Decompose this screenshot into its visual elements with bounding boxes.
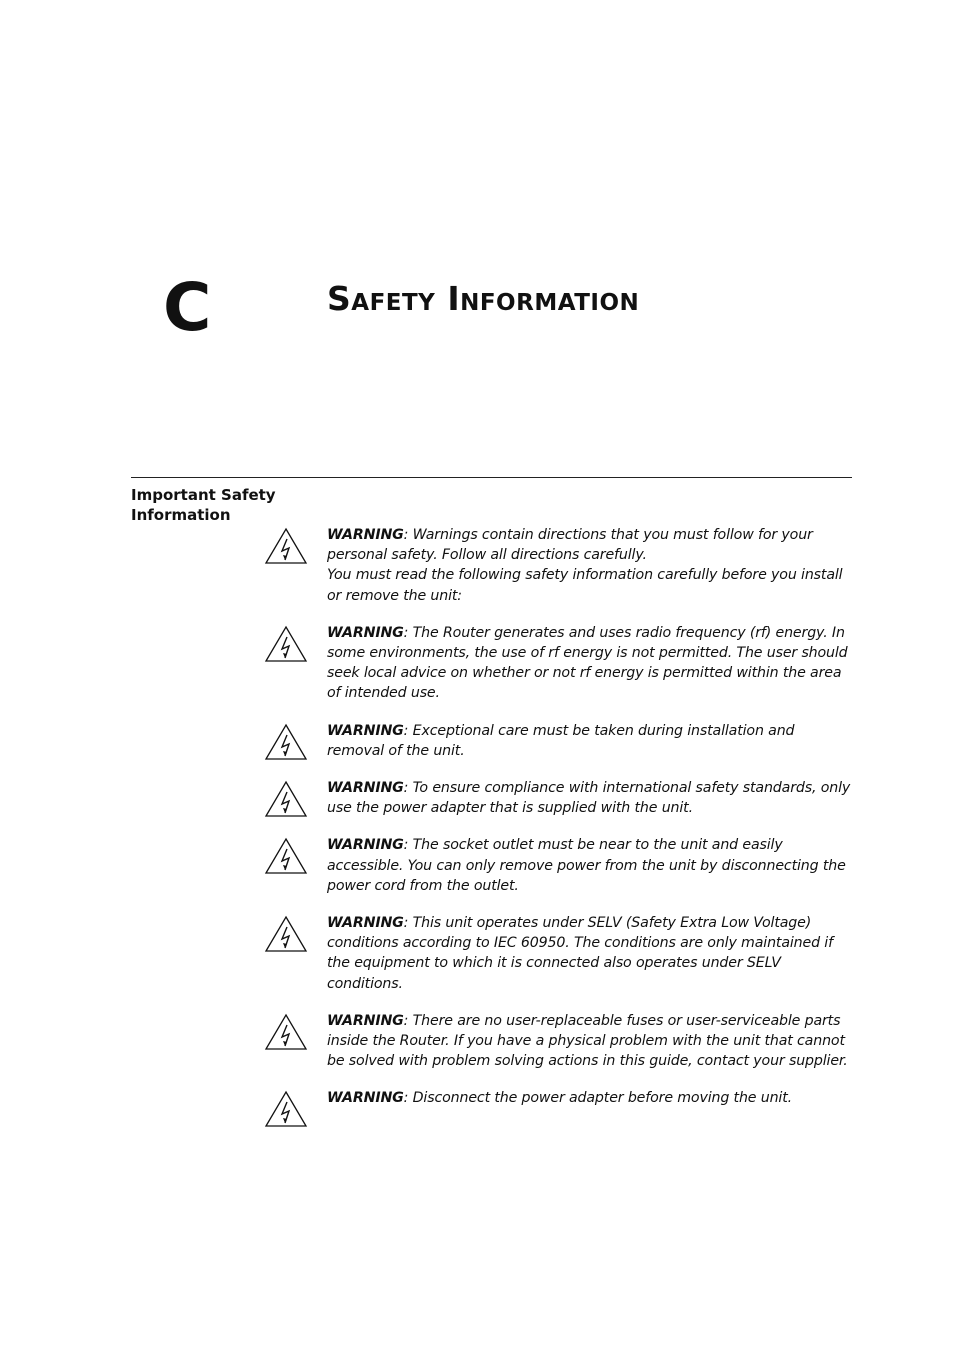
warning-extra: You must read the following safety information carefully before you install or remove the unit: (327, 567, 843, 604)
warning-text (327, 913, 854, 994)
electrical-hazard-icon (264, 723, 308, 761)
warning-text (327, 525, 854, 606)
warning-item (262, 778, 854, 818)
warning-body: : There are no user-replaceable fuses or user-serviceable parts inside the Router. If you have a physical problem with the unit that cannot be solved with problem solving actions in this guide, contact your supplier. (327, 1012, 848, 1070)
section-divider (131, 477, 852, 478)
electrical-hazard-icon (264, 1013, 308, 1051)
warning-label: WARNING (327, 722, 404, 739)
electrical-hazard-icon (264, 780, 308, 818)
warning-text (327, 623, 854, 704)
warning-body: : To ensure compliance with international safety standards, only use the power adapter that is supplied with the unit. (327, 780, 851, 817)
warning-body: : Exceptional care must be taken during installation and removal of the unit. (327, 722, 795, 759)
warning-label: WARNING (327, 837, 404, 854)
warning-item (262, 1088, 854, 1108)
electrical-hazard-icon (264, 1090, 308, 1128)
warning-label: WARNING (327, 527, 404, 543)
chapter-letter: C (163, 269, 212, 346)
warning-text (327, 1088, 854, 1108)
warning-item (262, 913, 854, 994)
warning-body: : The socket outlet must be near to the unit and easily accessible. You can only remove power from the unit by disconnecting the power cord from the outlet. (327, 837, 846, 894)
warning-body: : Disconnect the power adapter before moving the unit. (403, 1090, 792, 1107)
chapter-title: Safety Information (327, 279, 640, 318)
warning-label: WARNING (327, 624, 404, 641)
warning-text (327, 721, 854, 761)
warning-item (262, 835, 854, 896)
electrical-hazard-icon (264, 915, 308, 953)
warning-item (262, 623, 854, 704)
warning-text (327, 1011, 854, 1072)
warning-body: : This unit operates under SELV (Safety Extra Low Voltage) conditions according to IEC 60950. The conditions are only maintained if the equipment to which it is connected also operates under SELV conditions. (327, 915, 833, 992)
warning-list (262, 525, 854, 1126)
electrical-hazard-icon (264, 837, 308, 875)
electrical-hazard-icon (264, 527, 308, 565)
warning-text (327, 778, 854, 818)
warning-label: WARNING (327, 1012, 404, 1029)
electrical-hazard-icon (264, 625, 308, 663)
warning-item (262, 1011, 854, 1072)
warning-label: WARNING (327, 1090, 404, 1107)
warning-body: : The Router generates and uses radio frequency (rf) energy. In some environments, the use of rf energy is not permitted. The user should seek local advice on whether or not rf energy is permitted within the area of intended use. (327, 624, 848, 702)
warning-item (262, 525, 854, 606)
warning-label: WARNING (327, 915, 404, 932)
warning-body: : Warnings contain directions that you must follow for your personal safety. Follow all directions carefully. (327, 527, 813, 564)
warning-text (327, 835, 854, 896)
warning-item (262, 721, 854, 761)
warning-label: WARNING (327, 780, 404, 797)
section-heading: Important Safety Information (131, 486, 276, 524)
